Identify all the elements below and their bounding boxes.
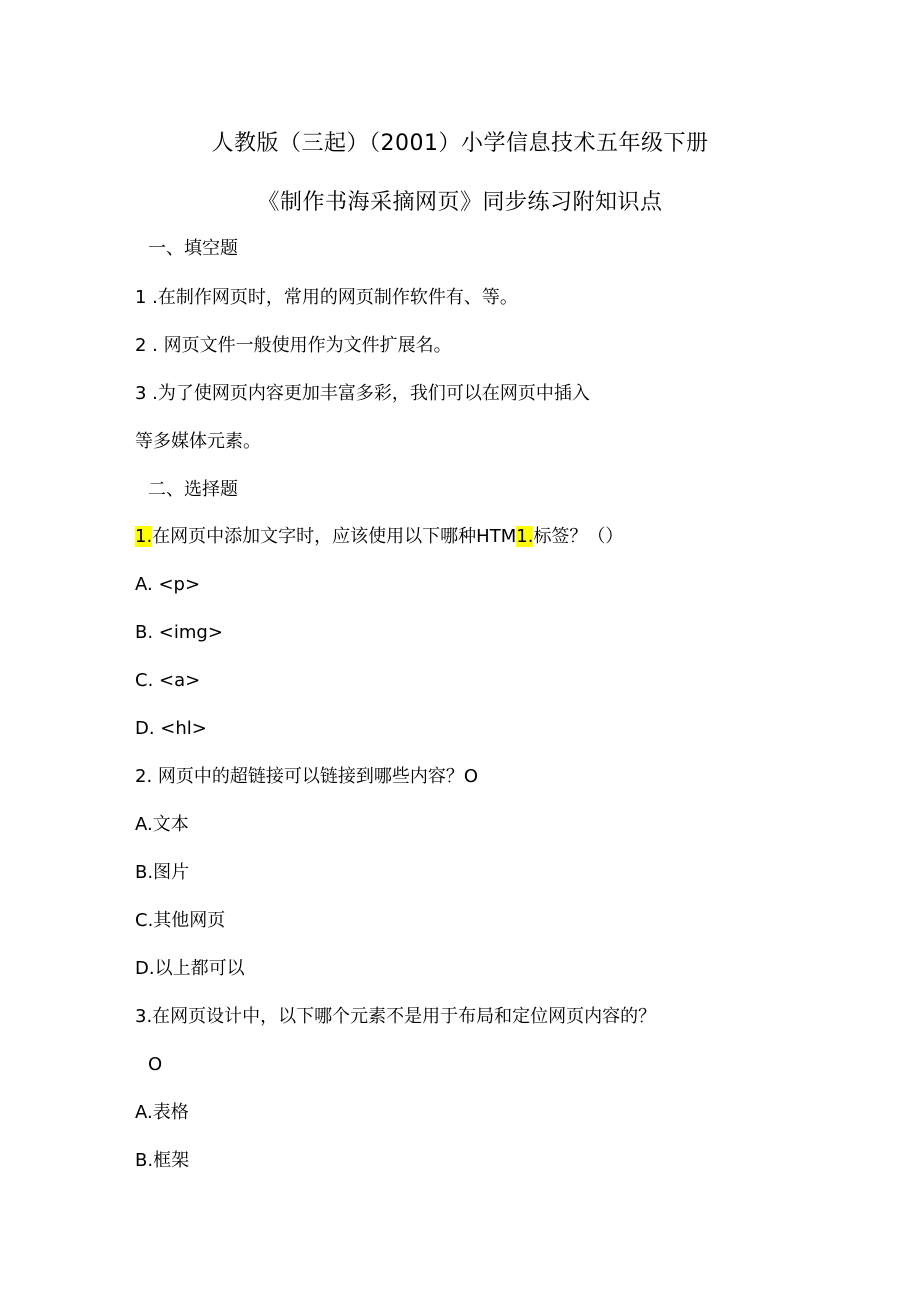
choice-q1-option-a: A. <p> xyxy=(135,574,201,595)
choice-question-3-continued: O xyxy=(148,1054,163,1075)
section-heading-fill-blank: 一、填空题 xyxy=(148,238,238,259)
choice-q3-option-a: A.表格 xyxy=(135,1102,189,1123)
choice-q2-option-a: A.文本 xyxy=(135,814,189,835)
document-title-line2: 《制作书海采摘网页》同步练习附知识点 xyxy=(257,190,663,215)
fill-blank-question-3-continued: 等多媒体元素。 xyxy=(135,431,261,452)
choice-q2-option-c: C.其他网页 xyxy=(135,910,226,931)
highlighted-number: 1. xyxy=(135,526,153,547)
choice-q1-option-c: C. <a> xyxy=(135,670,201,691)
fill-blank-question-2: 2 . 网页文件一般使用作为文件扩展名。 xyxy=(135,335,452,356)
fill-blank-question-3: 3 .为了使网页内容更加丰富多彩，我们可以在网页中插入 xyxy=(135,383,590,404)
section-heading-choice: 二、选择题 xyxy=(148,479,238,500)
choice-question-3: 3.在网页设计中，以下哪个元素不是用于布局和定位网页内容的？ xyxy=(135,1006,657,1027)
choice-q2-option-b: B.图片 xyxy=(135,862,190,883)
highlighted-number: 1. xyxy=(516,526,534,547)
document-title-line1: 人教版（三起）（2001）小学信息技术五年级下册 xyxy=(211,131,709,156)
choice-question-2: 2. 网页中的超链接可以链接到哪些内容？O xyxy=(135,766,479,787)
question-text: 标签？（） xyxy=(533,526,624,547)
fill-blank-question-1: 1 .在制作网页时，常用的网页制作软件有、等。 xyxy=(135,287,518,308)
choice-question-1 xyxy=(135,525,623,549)
choice-q2-option-d: D.以上都可以 xyxy=(135,958,245,979)
question-text: 在网页中添加文字时，应该使用以下哪种HTM xyxy=(152,526,517,547)
choice-q1-option-b: B. <img> xyxy=(135,622,223,643)
choice-q1-option-d: D. <hl> xyxy=(135,718,207,739)
choice-q3-option-b: B.框架 xyxy=(135,1150,190,1171)
